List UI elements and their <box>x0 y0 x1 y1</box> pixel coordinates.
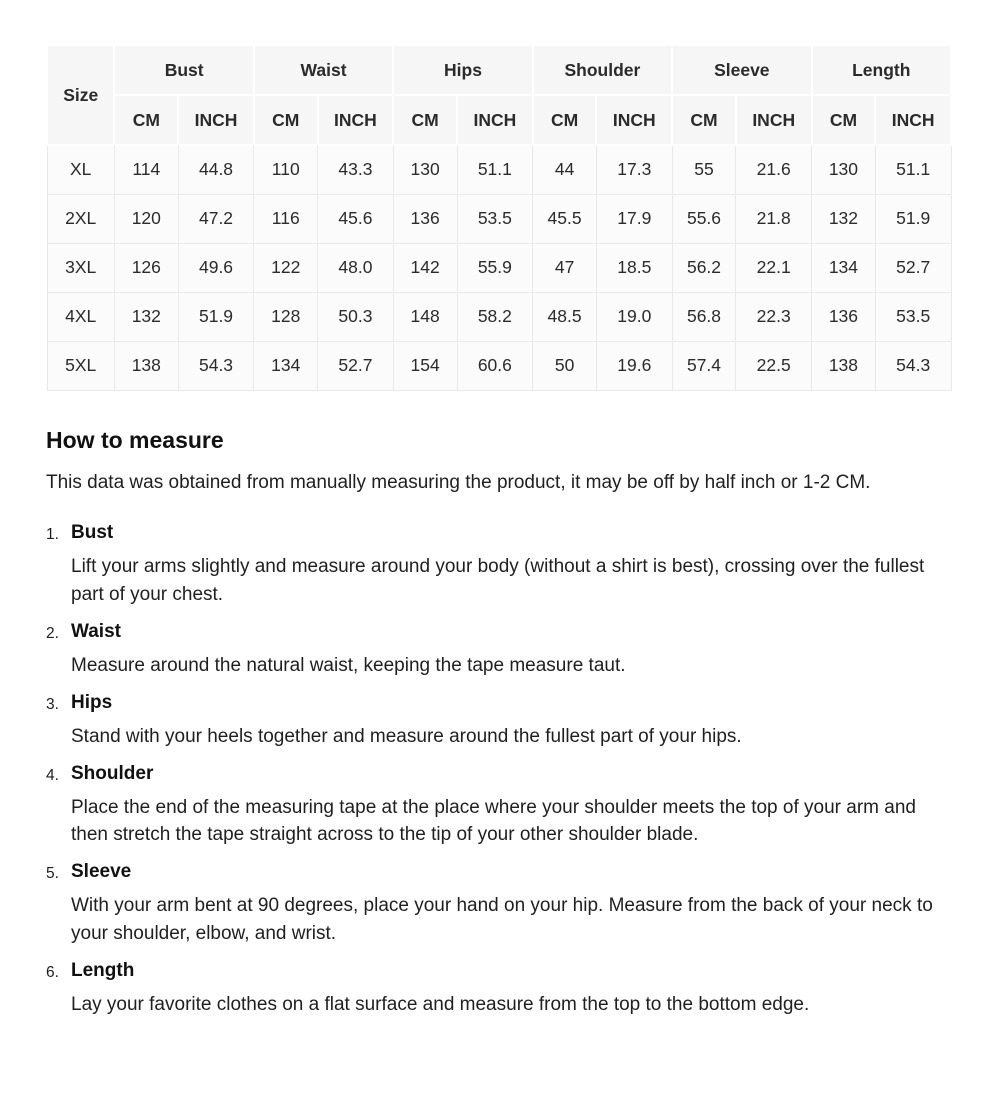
step-description: Lay your favorite clothes on a flat surface and measure from the top to the bottom edge. <box>71 993 810 1015</box>
value-cell: 51.9 <box>875 194 951 243</box>
value-cell: 53.5 <box>457 194 533 243</box>
value-cell: 53.5 <box>875 292 951 341</box>
value-cell: 54.3 <box>178 341 254 390</box>
measure-step-sleeve <box>46 861 952 946</box>
size-cell: 4XL <box>47 292 114 341</box>
step-description: Place the end of the measuring tape at the place where your shoulder meets the top of your arm and then stretch the tape straight across to the tip of your other shoulder blade. <box>71 797 916 846</box>
value-cell: 136 <box>812 292 876 341</box>
value-cell: 43.3 <box>318 145 394 194</box>
step-term: Length <box>71 959 135 981</box>
value-cell: 44 <box>533 145 597 194</box>
value-cell: 45.5 <box>533 194 597 243</box>
unit-header-waist-inch: INCH <box>318 95 394 145</box>
table-row <box>47 341 951 390</box>
value-cell: 51.1 <box>875 145 951 194</box>
value-cell: 128 <box>254 292 318 341</box>
value-cell: 17.9 <box>596 194 672 243</box>
value-cell: 58.2 <box>457 292 533 341</box>
value-cell: 126 <box>114 243 178 292</box>
table-row <box>47 194 951 243</box>
value-cell: 50 <box>533 341 597 390</box>
value-cell: 22.5 <box>736 341 812 390</box>
value-cell: 60.6 <box>457 341 533 390</box>
value-cell: 138 <box>812 341 876 390</box>
value-cell: 57.4 <box>672 341 736 390</box>
value-cell: 142 <box>393 243 457 292</box>
unit-header-shoulder-cm: CM <box>533 95 597 145</box>
value-cell: 120 <box>114 194 178 243</box>
size-chart-table <box>46 44 952 391</box>
value-cell: 50.3 <box>318 292 394 341</box>
unit-header-hips-inch: INCH <box>457 95 533 145</box>
step-description: With your arm bent at 90 degrees, place your hand on your hip. Measure from the back of your neck to your shoulder, elbow, and wrist. <box>71 895 933 944</box>
value-cell: 47.2 <box>178 194 254 243</box>
step-term: Hips <box>71 691 113 713</box>
size-chart-header <box>47 45 951 145</box>
value-cell: 44.8 <box>178 145 254 194</box>
value-cell: 55.6 <box>672 194 736 243</box>
value-cell: 136 <box>393 194 457 243</box>
step-number: 5. <box>46 865 59 883</box>
value-cell: 19.6 <box>596 341 672 390</box>
size-cell: 2XL <box>47 194 114 243</box>
how-to-measure-intro: This data was obtained from manually measuring the product, it may be off by half inch or 1-2 CM. <box>46 471 871 493</box>
step-term: Sleeve <box>71 861 132 883</box>
value-cell: 148 <box>393 292 457 341</box>
unit-header-shoulder-inch: INCH <box>596 95 672 145</box>
size-cell: XL <box>47 145 114 194</box>
step-description: Stand with your heels together and measure around the fullest part of your hips. <box>71 725 742 747</box>
value-cell: 134 <box>812 243 876 292</box>
table-row <box>47 145 951 194</box>
unit-header-waist-cm: CM <box>254 95 318 145</box>
value-cell: 55.9 <box>457 243 533 292</box>
step-body <box>71 522 952 607</box>
table-row <box>47 243 951 292</box>
step-body <box>71 621 952 679</box>
value-cell: 154 <box>393 341 457 390</box>
how-to-measure-title: How to measure <box>46 426 224 453</box>
value-cell: 49.6 <box>178 243 254 292</box>
step-number: 2. <box>46 624 59 642</box>
value-cell: 48.5 <box>533 292 597 341</box>
group-header-waist: Waist <box>254 45 393 95</box>
value-cell: 21.8 <box>736 194 812 243</box>
step-number: 3. <box>46 695 59 713</box>
unit-header-bust-cm: CM <box>114 95 178 145</box>
value-cell: 134 <box>254 341 318 390</box>
value-cell: 110 <box>254 145 318 194</box>
measure-step-bust <box>46 522 952 607</box>
value-cell: 52.7 <box>875 243 951 292</box>
value-cell: 18.5 <box>596 243 672 292</box>
measure-step-waist <box>46 621 952 679</box>
step-description: Lift your arms slightly and measure around your body (without a shirt is best), crossing over the fullest part of your chest. <box>71 556 925 605</box>
step-body <box>71 763 952 848</box>
group-header-shoulder: Shoulder <box>533 45 672 95</box>
step-term: Shoulder <box>71 763 154 785</box>
step-number: 6. <box>46 963 59 981</box>
step-term: Bust <box>71 522 114 544</box>
group-header-bust: Bust <box>114 45 253 95</box>
step-body <box>71 960 952 1018</box>
value-cell: 116 <box>254 194 318 243</box>
value-cell: 54.3 <box>875 341 951 390</box>
how-to-measure-section <box>46 427 952 1018</box>
value-cell: 47 <box>533 243 597 292</box>
value-cell: 138 <box>114 341 178 390</box>
value-cell: 48.0 <box>318 243 394 292</box>
size-cell: 3XL <box>47 243 114 292</box>
group-header-sleeve: Sleeve <box>672 45 811 95</box>
unit-header-sleeve-cm: CM <box>672 95 736 145</box>
step-number: 1. <box>46 526 59 544</box>
group-header-hips: Hips <box>393 45 532 95</box>
measure-step-shoulder <box>46 763 952 848</box>
value-cell: 22.3 <box>736 292 812 341</box>
group-header-length: Length <box>812 45 951 95</box>
size-cell: 5XL <box>47 341 114 390</box>
step-body <box>71 861 952 946</box>
value-cell: 21.6 <box>736 145 812 194</box>
value-cell: 122 <box>254 243 318 292</box>
value-cell: 56.8 <box>672 292 736 341</box>
unit-header-length-inch: INCH <box>875 95 951 145</box>
step-term: Waist <box>71 620 121 642</box>
size-chart-body <box>47 145 951 390</box>
value-cell: 19.0 <box>596 292 672 341</box>
unit-header-hips-cm: CM <box>393 95 457 145</box>
header-row-units <box>47 95 951 145</box>
unit-header-bust-inch: INCH <box>178 95 254 145</box>
value-cell: 52.7 <box>318 341 394 390</box>
value-cell: 55 <box>672 145 736 194</box>
measure-step-hips <box>46 692 952 750</box>
value-cell: 51.1 <box>457 145 533 194</box>
size-column-header: Size <box>47 45 114 145</box>
measure-steps-list <box>46 522 952 1017</box>
unit-header-length-cm: CM <box>812 95 876 145</box>
value-cell: 17.3 <box>596 145 672 194</box>
value-cell: 130 <box>393 145 457 194</box>
value-cell: 51.9 <box>178 292 254 341</box>
value-cell: 132 <box>114 292 178 341</box>
step-number: 4. <box>46 767 59 785</box>
unit-header-sleeve-inch: INCH <box>736 95 812 145</box>
table-row <box>47 292 951 341</box>
value-cell: 132 <box>812 194 876 243</box>
value-cell: 45.6 <box>318 194 394 243</box>
value-cell: 130 <box>812 145 876 194</box>
step-body <box>71 692 952 750</box>
value-cell: 114 <box>114 145 178 194</box>
step-description: Measure around the natural waist, keeping the tape measure taut. <box>71 654 626 676</box>
header-row-groups <box>47 45 951 95</box>
measure-step-length <box>46 960 952 1018</box>
value-cell: 56.2 <box>672 243 736 292</box>
value-cell: 22.1 <box>736 243 812 292</box>
